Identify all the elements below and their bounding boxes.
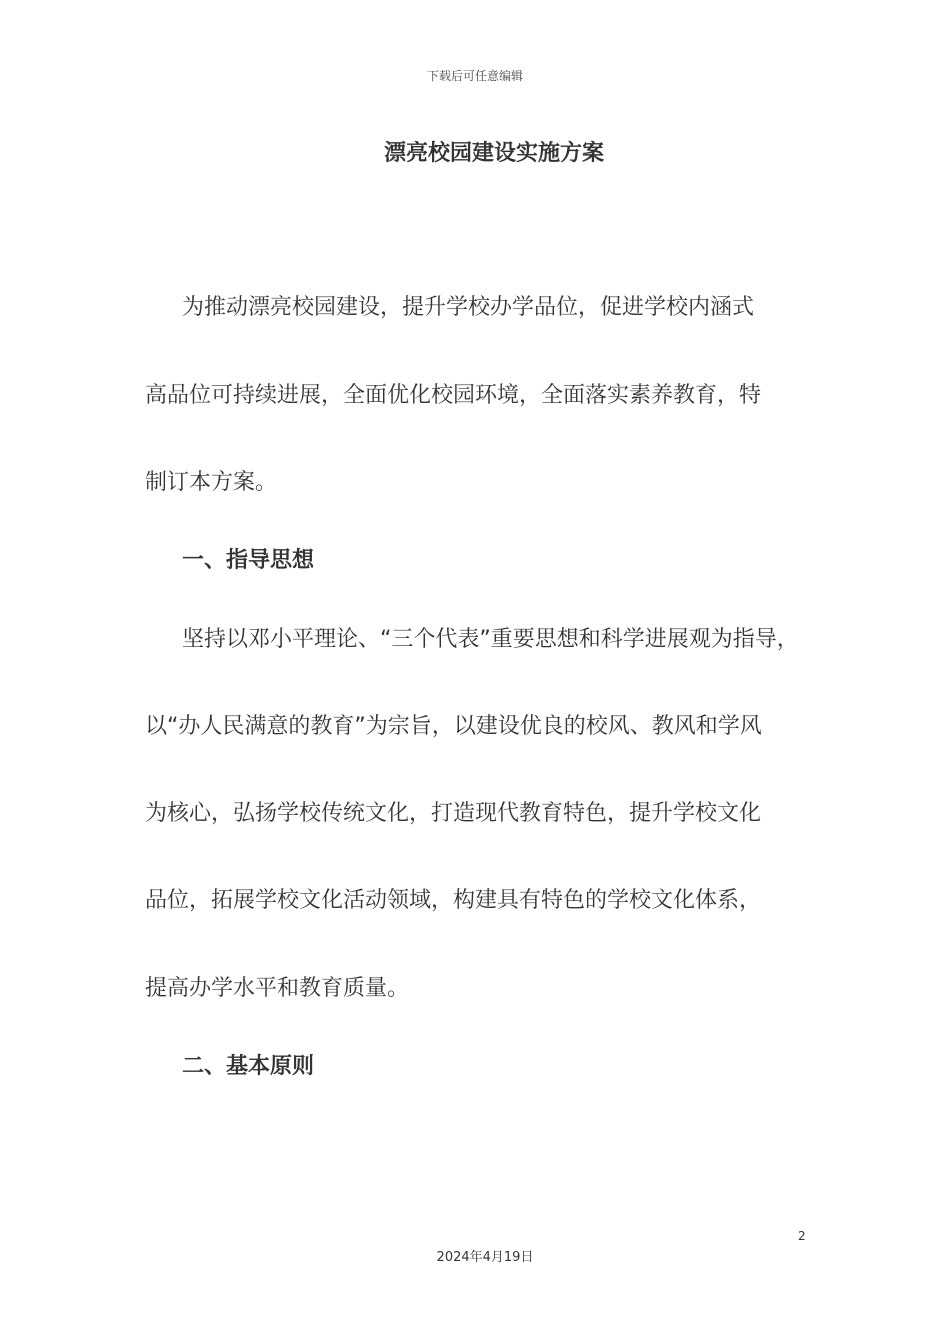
paragraph-line: 为核心，弘扬学校传统文化，打造现代教育特色，提升学校文化 <box>145 801 762 826</box>
section-heading: 一、指导思想 <box>182 548 315 573</box>
page-number: 2 <box>798 1229 806 1243</box>
paragraph-line: 提高办学水平和教育质量。 <box>145 976 410 1001</box>
page-title: 漂亮校园建设实施方案 <box>383 141 604 166</box>
paragraph-line: 品位，拓展学校文化活动领域，构建具有特色的学校文化体系， <box>145 888 762 913</box>
header-note: 下载后可任意编辑 <box>426 69 523 83</box>
paragraph-line: 坚持以邓小平理论、“三个代表”重要思想和科学进展观为指导， <box>182 627 799 652</box>
paragraph-line: 以“办人民满意的教育”为宗旨，以建设优良的校风、教风和学风 <box>145 714 762 739</box>
section-heading: 二、基本原则 <box>182 1054 315 1079</box>
paragraph-line: 为推动漂亮校园建设，提升学校办学品位，促进学校内涵式 <box>182 295 755 320</box>
paragraph-line: 制订本方案。 <box>145 470 278 495</box>
footer-date: 2024年4月19日 <box>436 1250 534 1265</box>
paragraph-line: 高品位可持续进展，全面优化校园环境，全面落实素养教育，特 <box>145 383 762 408</box>
